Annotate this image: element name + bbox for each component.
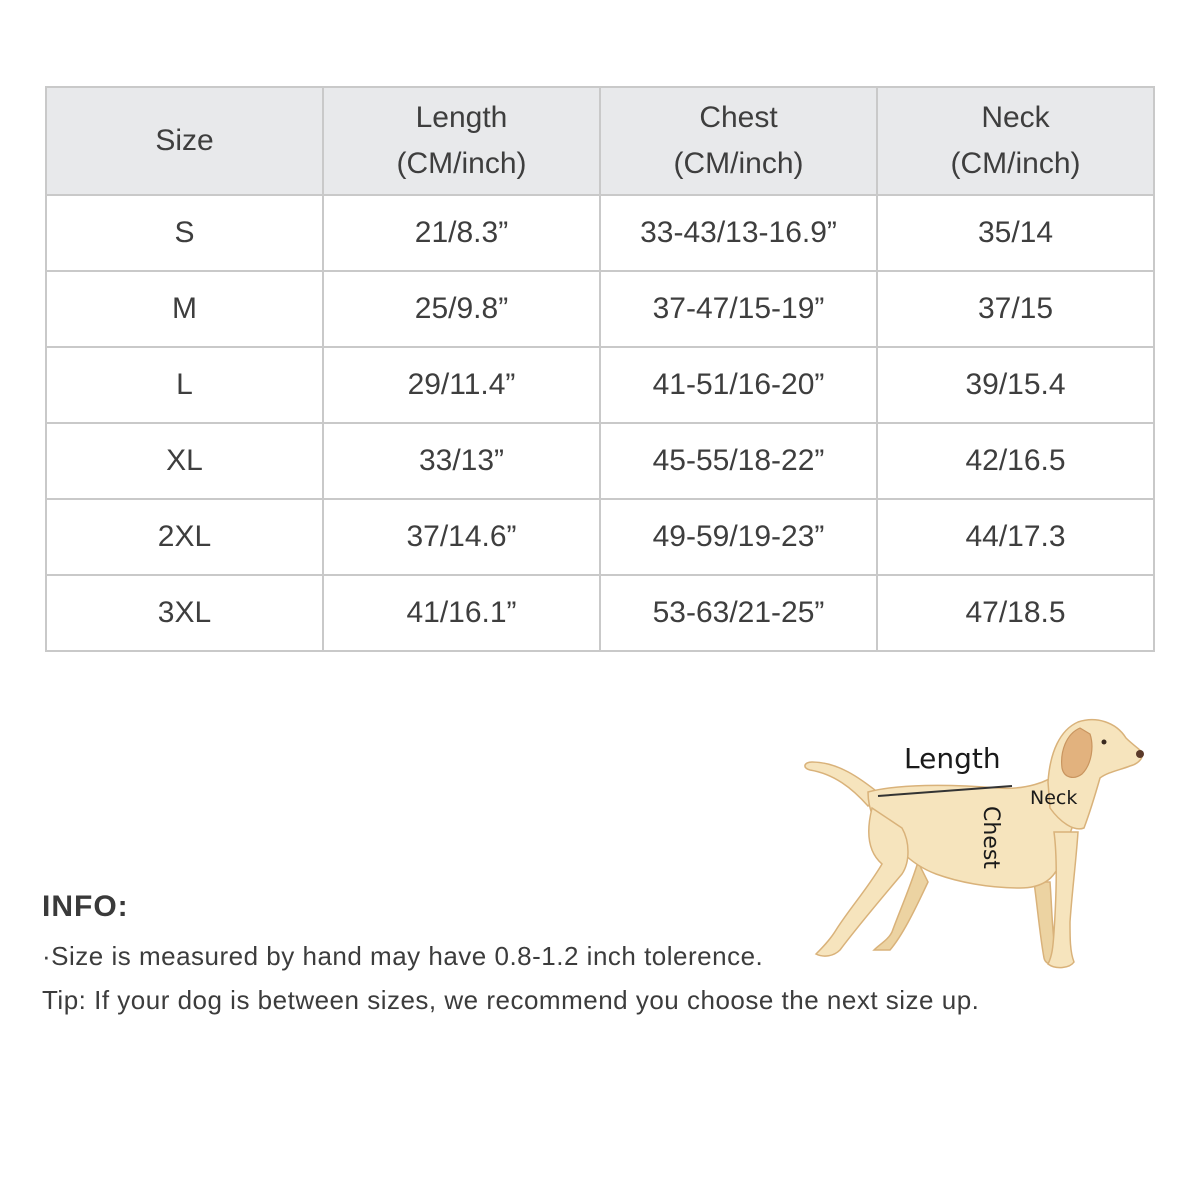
size-chart-table: [45, 86, 1155, 652]
table-header-row: [46, 87, 1154, 195]
cell-size: 2XL: [46, 499, 323, 575]
cell-neck: 35/14: [877, 195, 1154, 271]
info-tolerance-note: ·Size is measured by hand may have 0.8-1.2 inch tolerence.: [42, 941, 764, 971]
cell-size: S: [46, 195, 323, 271]
cell-size: L: [46, 347, 323, 423]
info-section: [42, 890, 1042, 1022]
dog-head: [1048, 720, 1142, 829]
cell-chest: 41-51/16-20”: [600, 347, 877, 423]
header-neck: Neck (CM/inch): [877, 87, 1154, 195]
table-row: [46, 271, 1154, 347]
table-row: [46, 499, 1154, 575]
dog-eye: [1102, 740, 1107, 745]
length-label: Length: [904, 742, 1001, 775]
cell-length: 33/13”: [323, 423, 600, 499]
cell-size: M: [46, 271, 323, 347]
cell-neck: 44/17.3: [877, 499, 1154, 575]
cell-length: 41/16.1”: [323, 575, 600, 651]
table-row: [46, 575, 1154, 651]
cell-length: 25/9.8”: [323, 271, 600, 347]
cell-chest: 45-55/18-22”: [600, 423, 877, 499]
table-row: [46, 195, 1154, 271]
table-row: [46, 347, 1154, 423]
neck-label: Neck: [1030, 787, 1078, 809]
info-sizing-tip: Tip: If your dog is between sizes, we recommend you choose the next size up.: [42, 985, 980, 1015]
cell-size: 3XL: [46, 575, 323, 651]
cell-neck: 37/15: [877, 271, 1154, 347]
cell-neck: 47/18.5: [877, 575, 1154, 651]
header-chest: Chest (CM/inch): [600, 87, 877, 195]
info-title: INFO:: [42, 890, 129, 923]
cell-size: XL: [46, 423, 323, 499]
cell-length: 37/14.6”: [323, 499, 600, 575]
header-size: Size: [46, 87, 323, 195]
cell-chest: 49-59/19-23”: [600, 499, 877, 575]
cell-neck: 42/16.5: [877, 423, 1154, 499]
cell-chest: 53-63/21-25”: [600, 575, 877, 651]
dog-nose: [1136, 750, 1144, 758]
chest-label: Chest: [978, 806, 1003, 869]
table-row: [46, 423, 1154, 499]
cell-chest: 33-43/13-16.9”: [600, 195, 877, 271]
cell-chest: 37-47/15-19”: [600, 271, 877, 347]
cell-length: 21/8.3”: [323, 195, 600, 271]
cell-length: 29/11.4”: [323, 347, 600, 423]
cell-neck: 39/15.4: [877, 347, 1154, 423]
header-length: Length (CM/inch): [323, 87, 600, 195]
